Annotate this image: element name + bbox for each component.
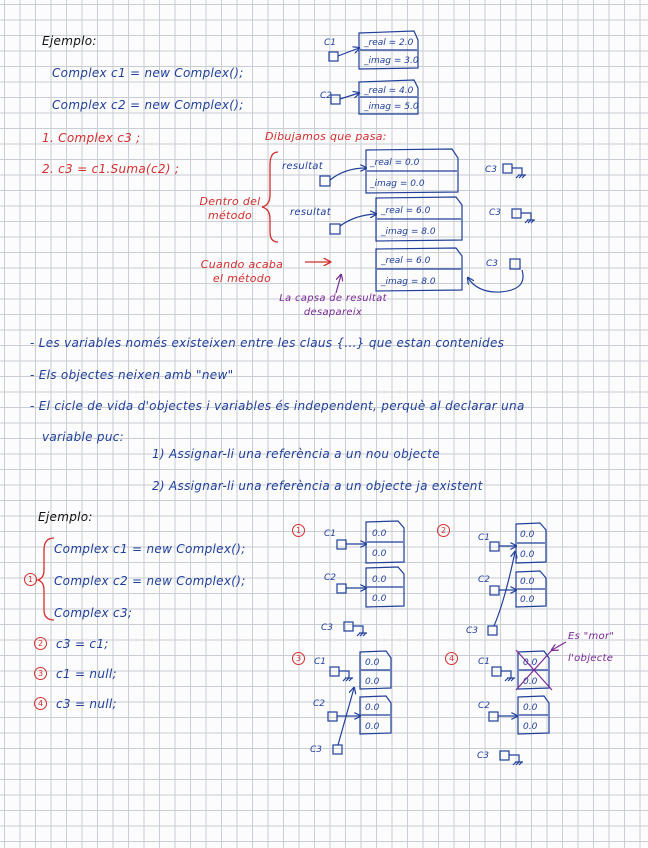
svg-text:C1: C1 [324, 529, 337, 539]
c3-label-c: C3 [486, 259, 499, 269]
step-2-suma: 2. c3 = c1.Suma(c2) ; [42, 162, 180, 176]
result1-real: _real = 6.0 [381, 206, 431, 216]
result0-imag: _imag = 0.0 [370, 179, 425, 189]
c1-label: C1 [324, 38, 337, 48]
svg-text:0.0: 0.0 [372, 594, 387, 604]
method-brace [262, 152, 278, 242]
step-marker-3: 3 [34, 667, 47, 680]
svg-text:C1: C1 [314, 657, 327, 667]
svg-text:C2: C2 [478, 575, 491, 585]
c3-label-b: C3 [489, 208, 502, 218]
inside-method-label: Dentro del método [199, 195, 261, 222]
result1-imag: _imag = 8.0 [381, 227, 436, 237]
svg-text:C2: C2 [313, 699, 326, 709]
svg-text:0.0: 0.0 [365, 703, 380, 713]
code2-null-c3: c3 = null; [56, 697, 117, 711]
code2-line-c2: Complex c2 = new Complex(); [54, 574, 246, 588]
c2-real: _real = 4.0 [364, 86, 414, 96]
svg-text:0.0: 0.0 [365, 722, 380, 732]
resultat-label-2: resultat [290, 207, 331, 218]
step-marker-2: 2 [34, 637, 47, 650]
code2-line-c3: Complex c3; [54, 606, 133, 620]
c3-reference-states [485, 164, 535, 269]
svg-text:C2: C2 [324, 573, 337, 583]
svg-text:0.0: 0.0 [365, 677, 380, 687]
note-new: - Els objectes neixen amb "new" [30, 368, 234, 382]
svg-text:C3: C3 [466, 626, 479, 636]
note-lifecycle-cont: variable puc: [42, 430, 124, 444]
resultat-label-1: resultat [282, 161, 323, 172]
diagram-step-1 [321, 521, 404, 636]
dies-note-line2: l'objecte [568, 653, 614, 664]
diagram-step-3 [310, 651, 391, 755]
svg-text:0.0: 0.0 [523, 658, 538, 668]
step-marker-1: 1 [24, 573, 37, 586]
result2-imag: _imag = 8.0 [381, 277, 436, 287]
c2-label: C2 [320, 91, 333, 101]
example2-heading: Ejemplo: [38, 510, 93, 524]
c2-object [320, 80, 419, 114]
code-line-c2: Complex c2 = new Complex(); [52, 98, 244, 112]
code2-line-c1: Complex c1 = new Complex(); [54, 542, 246, 556]
diagram-marker-4: 4 [445, 652, 458, 665]
svg-text:C2: C2 [478, 701, 491, 711]
c2-reference-box [331, 95, 340, 104]
svg-text:0.0: 0.0 [520, 595, 535, 605]
step1-brace [38, 538, 54, 620]
c2-imag: _imag = 5.0 [364, 102, 419, 112]
box-disappears-note: La capsa de resultat desapareix [279, 293, 387, 318]
note-lifecycle: - El cicle de vida d'objectes i variables és independent, perquè al declarar una [30, 399, 525, 413]
example1-heading: Ejemplo: [42, 34, 97, 48]
result2-real: _real = 6.0 [381, 256, 431, 266]
draw-title: Dibujamos que pasa: [265, 130, 387, 143]
svg-text:C1: C1 [478, 533, 491, 543]
diagram-step-2 [466, 523, 546, 636]
code-line-c1: Complex c1 = new Complex(); [52, 66, 244, 80]
option-new-object: 1) Assignar-li una referència a un nou objecte [152, 447, 440, 461]
step-1-declare-c3: 1. Complex c3 ; [42, 131, 141, 145]
code2-assign-c3: c3 = c1; [56, 637, 109, 651]
method-end-label: Cuando acaba el método [200, 258, 284, 285]
resultat-reference-1 [320, 176, 330, 186]
svg-text:C1: C1 [478, 657, 491, 667]
svg-text:0.0: 0.0 [523, 703, 538, 713]
resultat-reference-2 [330, 224, 340, 234]
svg-text:0.0: 0.0 [372, 529, 387, 539]
svg-text:0.0: 0.0 [372, 549, 387, 559]
svg-text:0.0: 0.0 [520, 550, 535, 560]
svg-text:C3: C3 [321, 623, 334, 633]
note-scope: - Les variables només existeixen entre les claus {...} que estan contenides [30, 336, 505, 350]
svg-text:0.0: 0.0 [520, 530, 535, 540]
svg-text:0.0: 0.0 [523, 722, 538, 732]
svg-text:0.0: 0.0 [523, 677, 538, 687]
result0-real: _real = 0.0 [370, 158, 420, 168]
svg-text:0.0: 0.0 [372, 575, 387, 585]
dies-note-line1: Es "mor" [568, 631, 615, 642]
option-existing-object: 2) Assignar-li una referència a un objecte ja existent [152, 479, 483, 493]
diagram-step-4 [477, 642, 566, 765]
c1-real: _real = 2.0 [364, 38, 414, 48]
svg-text:C3: C3 [310, 745, 323, 755]
diagram-marker-1: 1 [292, 524, 305, 537]
code2-null-c1: c1 = null; [56, 667, 117, 681]
svg-text:0.0: 0.0 [520, 577, 535, 587]
c3-label-a: C3 [485, 165, 498, 175]
diagram-marker-2: 2 [437, 524, 450, 537]
svg-text:0.0: 0.0 [365, 658, 380, 668]
result-object-computed [330, 197, 462, 241]
diagram-marker-3: 3 [292, 652, 305, 665]
c1-object [324, 31, 419, 69]
step-marker-4: 4 [34, 697, 47, 710]
result-object-initial [320, 149, 458, 193]
c1-reference-box [329, 52, 338, 61]
result-object-returned [376, 248, 523, 292]
svg-text:C3: C3 [477, 751, 490, 761]
c1-imag: _imag = 3.0 [364, 56, 419, 66]
